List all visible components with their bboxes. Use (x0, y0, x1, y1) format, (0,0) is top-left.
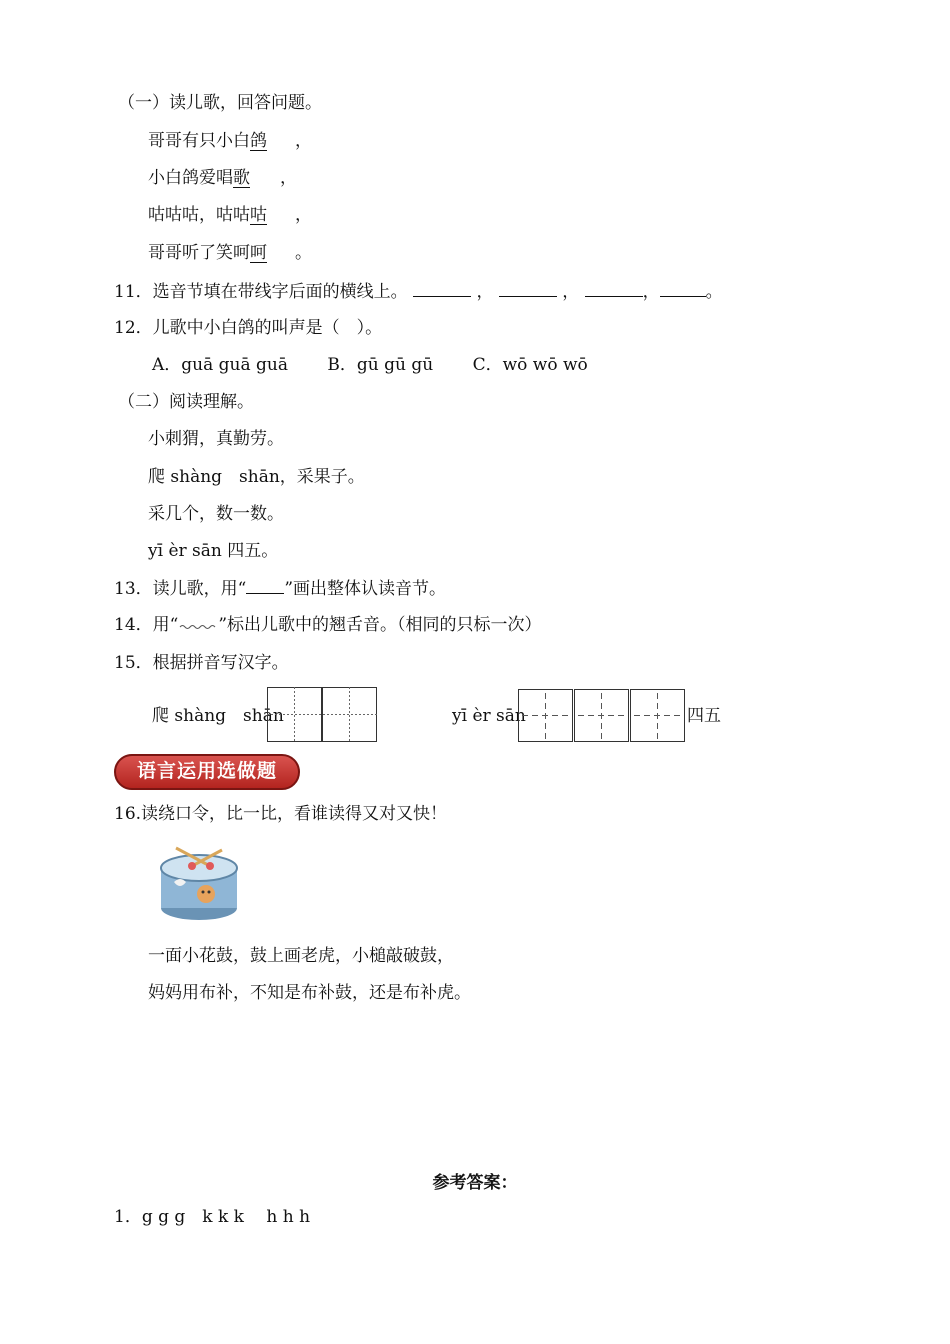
q11-sep: ， (476, 282, 494, 302)
poem1-line-2-text: 小白鸽爱唱 (148, 168, 233, 188)
option-a[interactable]: A．guā guā guā (152, 355, 288, 375)
poem1-line-4-text: 哥哥听了笑呵 (148, 243, 250, 263)
answer-1: 1．g g g k k k h h h (114, 1207, 311, 1227)
optional-section-banner: 语言运用选做题 (114, 754, 300, 790)
question-12-options (152, 354, 622, 376)
answer-blank-2[interactable] (499, 280, 557, 297)
question-13-text-end: ”画出整体认读音节。 (284, 579, 447, 599)
section2-heading: （二）阅读理解。 (118, 392, 254, 412)
answer-blank-4[interactable] (660, 280, 706, 297)
tongue-twister-line-2: 妈妈用布补，不知是布补鼓，还是布补虎。 (148, 983, 471, 1003)
drum-illustration-icon (158, 842, 240, 924)
poem2-line-1: 小刺猬，真勤劳。 (148, 429, 284, 449)
option-c[interactable]: C．wō wō wō (472, 355, 588, 375)
poem2-line-2: 爬 shàng shān，采果子。 (148, 467, 365, 487)
question-14-text: 14．用“ (114, 615, 179, 635)
question-13-text: 13．读儿歌，用“ (114, 579, 247, 599)
poem1-line-4-punct: 。 (295, 243, 312, 263)
writing-grid-right[interactable] (518, 689, 688, 743)
poem1-line-2-punct: ， (280, 168, 297, 188)
question-14 (114, 614, 542, 636)
writing-grid-left[interactable] (267, 687, 378, 743)
poem1-line-1 (148, 130, 312, 152)
poem1-line-2 (148, 167, 297, 189)
option-b[interactable]: B．gū gū gū (327, 355, 434, 375)
poem1-line-3-text: 咕咕咕，咕咕 (148, 205, 250, 225)
q15-left-label: 爬 shàng shān (152, 706, 284, 726)
poem1-line-3-punct: ， (295, 205, 312, 225)
poem2-line-3: 采几个，数一数。 (148, 504, 284, 524)
answer-blank-1[interactable] (413, 280, 471, 297)
poem1-line-4-underlined: 呵 (250, 243, 267, 263)
question-16: 16.读绕口令，比一比，看谁读得又对又快！ (114, 804, 448, 824)
question-15: 15．根据拼音写汉字。 (114, 653, 289, 673)
section1-heading: （一）读儿歌，回答问题。 (118, 93, 322, 113)
answers-title: 参考答案： (432, 1173, 518, 1193)
tongue-twister-line-1: 一面小花鼓，鼓上画老虎，小槌敲破鼓， (148, 946, 454, 966)
poem2-line-4: yī èr sān 四五。 (148, 541, 279, 561)
wavy-underline-icon (178, 614, 218, 630)
q11-end: 。 (705, 282, 723, 302)
poem1-line-3 (148, 204, 312, 226)
poem1-line-2-underlined: 歌 (233, 168, 250, 188)
q11-sep: ， (562, 282, 580, 302)
question-11-text: 11．选音节填在带线字后面的横线上。 (114, 282, 408, 302)
poem1-line-1-punct: ， (295, 131, 312, 151)
poem1-line-1-text: 哥哥有只小白 (148, 131, 250, 151)
question-11 (114, 280, 723, 303)
question-12: 12．儿歌中小白鸽的叫声是（ ）。 (114, 318, 383, 338)
question-14-text-end: ”标出儿歌中的翘舌音。（相同的只标一次） (218, 615, 542, 635)
poem1-line-1-underlined: 鸽 (250, 131, 267, 151)
q11-sep: ， (642, 282, 660, 302)
q15-right-label: yī èr sān (452, 706, 526, 726)
straight-underline-mark (246, 577, 284, 594)
answer-blank-3[interactable] (585, 280, 643, 297)
question-13 (114, 577, 446, 600)
q15-right-suffix: 四五 (687, 706, 721, 726)
poem1-line-4 (148, 242, 312, 264)
poem1-line-3-underlined: 咕 (250, 205, 267, 225)
